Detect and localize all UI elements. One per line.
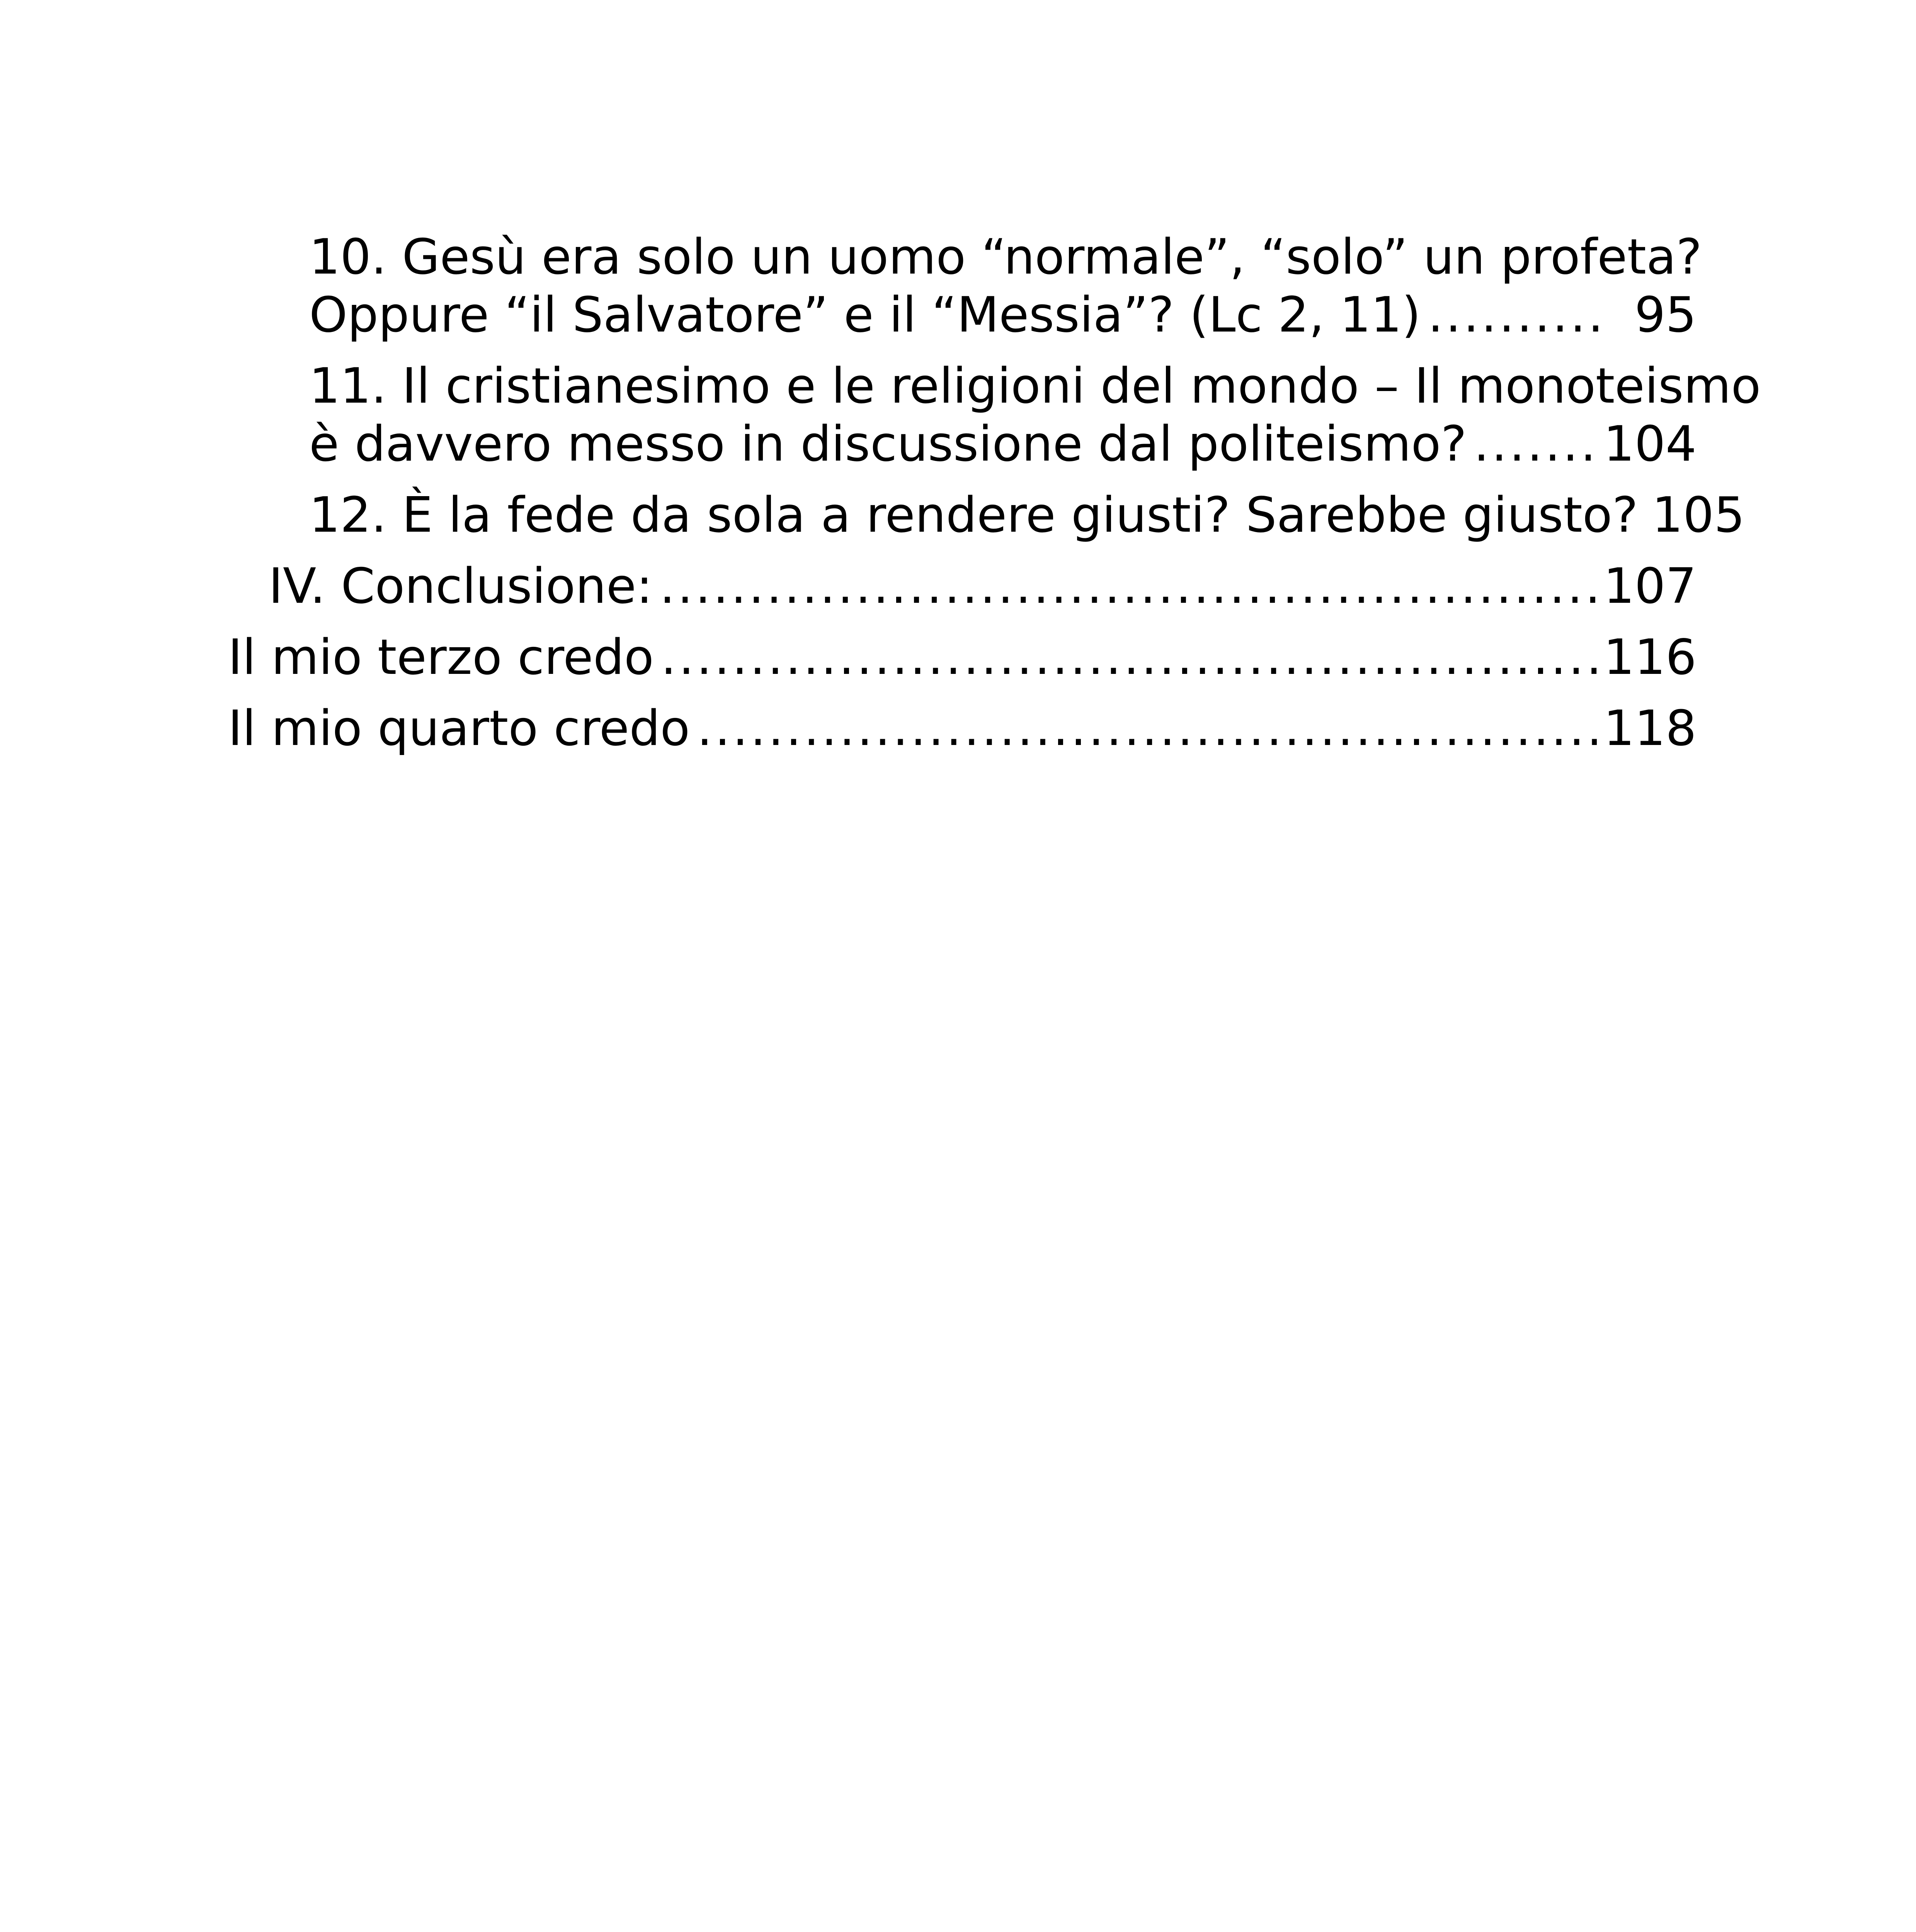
- toc-entry-11[interactable]: [228, 357, 1761, 473]
- toc-entry-quarto-credo[interactable]: [228, 699, 1696, 757]
- toc-entry-line: [309, 228, 1702, 286]
- toc-entry-12[interactable]: [228, 486, 1745, 544]
- toc-entry-line: [269, 557, 1696, 615]
- dot-leader: [661, 628, 1596, 686]
- toc-entry-title: Il mio quarto credo: [228, 700, 690, 757]
- toc-entry-line: [309, 415, 1696, 473]
- dot-leader: [1474, 415, 1596, 473]
- toc-entry-conclusione[interactable]: [228, 557, 1696, 615]
- toc-entry-line: [309, 357, 1761, 415]
- toc-entry-title-continued: Oppure “il Salvatore” e il “Messia”? (Lc 2, 11): [309, 286, 1421, 343]
- toc-entry-10[interactable]: [228, 228, 1702, 344]
- toc-page-number: 104: [1603, 415, 1696, 472]
- toc-entry-line: [228, 699, 1696, 757]
- toc-page-number: 116: [1603, 629, 1696, 685]
- toc-page-number: 95: [1634, 286, 1696, 343]
- dot-leader: [697, 699, 1596, 757]
- toc-page-number: 118: [1603, 700, 1696, 757]
- toc-entry-title-continued: è davvero messo in discussione dal politeismo?: [309, 415, 1467, 472]
- toc-page-number: 107: [1603, 558, 1696, 614]
- toc-entry-line: [309, 286, 1696, 344]
- toc-page-number: 105: [1652, 486, 1745, 543]
- toc-entry-title: 11. Il cristianesimo e le religioni del mondo – Il monoteismo: [309, 357, 1761, 414]
- toc-entry-line: [309, 486, 1745, 544]
- dot-leader: [1428, 286, 1605, 344]
- toc-entry-title: IV. Conclusione:: [269, 558, 653, 614]
- toc-entry-title: 10. Gesù era solo un uomo “normale”, “solo” un profeta?: [309, 228, 1702, 285]
- table-of-contents: [228, 228, 1761, 770]
- dot-leader: [660, 557, 1597, 615]
- toc-entry-title: Il mio terzo credo: [228, 629, 654, 685]
- toc-entry-title: 12. È la fede da sola a rendere giusti? Sarebbe giusto?: [309, 486, 1638, 543]
- toc-entry-terzo-credo[interactable]: [228, 628, 1696, 686]
- toc-entry-line: [228, 628, 1696, 686]
